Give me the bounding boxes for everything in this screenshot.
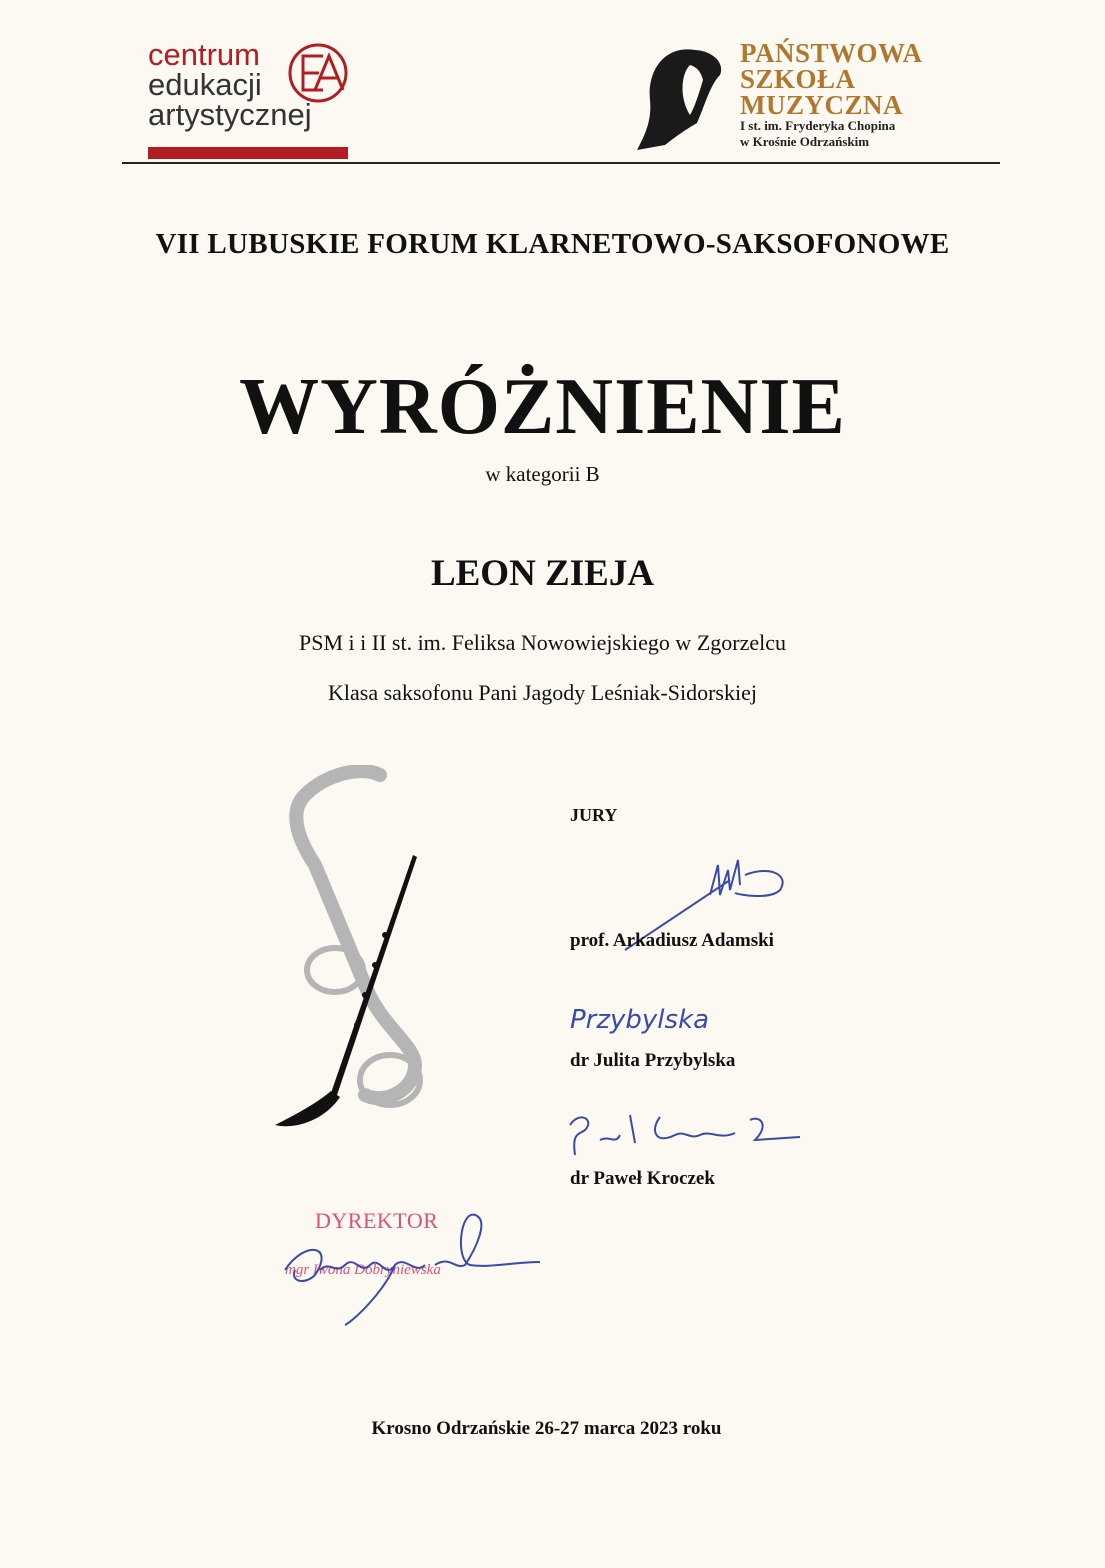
- header-divider: [122, 162, 1000, 164]
- jury-member-name: dr Julita Przybylska: [570, 1050, 736, 1071]
- psm-logo-line4: I st. im. Fryderyka Chopina: [740, 118, 896, 133]
- signature-director: [275, 1210, 545, 1330]
- signature-kroczek: [560, 1105, 830, 1165]
- psm-logo-line5: w Krośnie Odrzańskim: [740, 134, 870, 149]
- saxophone-clarinet-illustration-icon: [265, 765, 435, 1135]
- jury-label: JURY: [570, 805, 618, 825]
- cea-logo-line1: centrum: [148, 37, 260, 72]
- recipient-class: Klasa saksofonu Pani Jagody Leśniak-Sidorskiej: [328, 680, 757, 705]
- psm-logo: [740, 40, 923, 150]
- director-stamp-title: DYREKTOR: [315, 1208, 439, 1233]
- recipient-name: LEON ZIEJA: [430, 553, 655, 594]
- recipient-school: PSM i i II st. im. Feliksa Nowowiejskiego w Zgorzelcu: [298, 630, 786, 655]
- jury-member-name: prof. Arkadiusz Adamski: [570, 930, 774, 951]
- award-category: w kategorii B: [485, 462, 600, 486]
- cea-logo-line3: artystycznej: [148, 97, 312, 132]
- event-title: VII LUBUSKIE FORUM KLARNETOWO-SAKSOFONOWE: [155, 228, 950, 260]
- award-title: WYRÓŻNIENIE: [239, 363, 846, 451]
- saxophone-icon: [296, 771, 420, 1105]
- chopin-portrait-icon: [635, 45, 735, 155]
- psm-logo-line3: MUZYCZNA: [740, 90, 903, 120]
- director-stamp-name: mgr Iwona Dobryniewska: [285, 1262, 441, 1278]
- jury-member-name: dr Paweł Kroczek: [570, 1168, 715, 1189]
- place-and-date: Krosno Odrzańskie 26-27 marca 2023 roku: [371, 1418, 722, 1439]
- cea-logo-line2: edukacji: [148, 67, 262, 102]
- signature-przybylska: Przybylska: [570, 1005, 710, 1035]
- cea-mark-icon: [285, 40, 351, 106]
- psm-logo-line1: PAŃSTWOWA: [740, 38, 923, 68]
- cea-red-bar: [148, 147, 348, 159]
- psm-logo-line2: SZKOŁA: [740, 64, 856, 94]
